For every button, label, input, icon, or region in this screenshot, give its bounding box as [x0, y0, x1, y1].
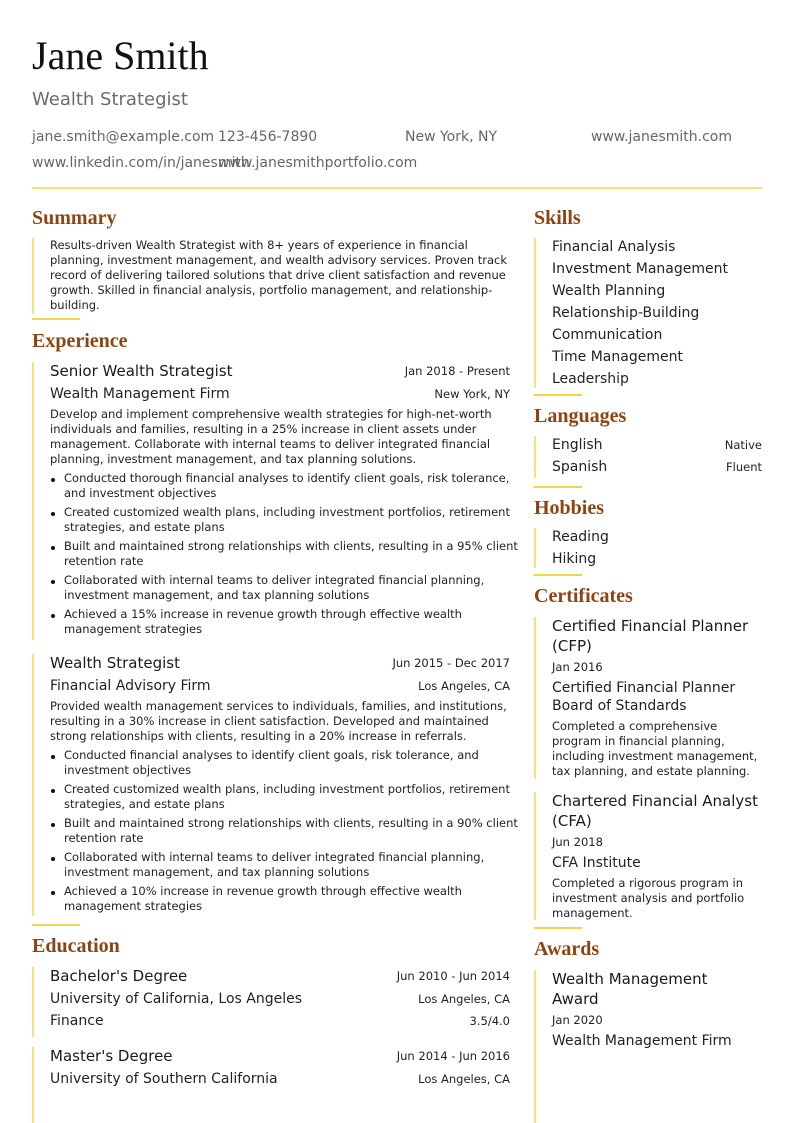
certificate-desc: investment analysis and portfolio	[552, 891, 745, 905]
certificates-divider	[534, 927, 582, 929]
job-bullet: Conducted thorough financial analyses to identify client goals, risk tolerance,	[64, 471, 510, 485]
skills-divider	[534, 394, 582, 396]
bullet-dot	[51, 857, 55, 861]
bullet-dot	[51, 546, 55, 550]
edu-location: Los Angeles, CA	[418, 992, 510, 1006]
summary-line: Results-driven Wealth Strategist with 8+ years of experience in financial	[50, 238, 468, 252]
certificate-issuer: CFA Institute	[552, 855, 641, 871]
experience-heading: Experience	[32, 330, 128, 352]
skill-item: Financial Analysis	[552, 239, 676, 255]
candidate-name: Jane Smith	[32, 33, 209, 78]
contact-website[interactable]: www.janesmith.com	[591, 129, 733, 145]
experience-divider	[32, 924, 80, 926]
hobbies-accent-bar	[534, 528, 536, 568]
summary-line: growth. Skilled in financial analysis, portfolio management, and relationship-	[50, 283, 493, 297]
edu-degree: Master's Degree	[50, 1047, 173, 1065]
edu-dates: Jun 2010 - Jun 2014	[396, 969, 510, 983]
skill-item: Wealth Planning	[552, 283, 666, 299]
job-bullet: Collaborated with internal teams to deliver integrated financial planning,	[64, 850, 485, 864]
edu-location: Los Angeles, CA	[418, 1072, 510, 1086]
certificate-accent-bar	[534, 792, 536, 920]
job-bullet: Created customized wealth plans, including investment portfolios, retirement	[64, 505, 510, 519]
award-date: Jan 2020	[552, 1013, 603, 1027]
certificate-issuer: Certified Financial Planner	[552, 680, 736, 696]
awards-accent-bar	[534, 970, 536, 1123]
bullet-dot	[51, 755, 55, 759]
summary-divider	[32, 318, 80, 320]
job-bullet: investment management, and tax planning solutions	[64, 588, 370, 602]
summary-line: building.	[50, 298, 100, 312]
bullet-dot	[51, 478, 55, 482]
edu-school: University of Southern California	[50, 1071, 278, 1087]
job-bullet: Built and maintained strong relationships with clients, resulting in a 95% client	[64, 539, 518, 553]
job-location: New York, NY	[434, 387, 510, 401]
award-issuer: Wealth Management Firm	[552, 1033, 732, 1049]
hobby-item: Hiking	[552, 551, 597, 567]
languages-accent-bar	[534, 436, 536, 478]
skills-heading: Skills	[534, 207, 581, 229]
job-location: Los Angeles, CA	[418, 679, 510, 693]
job-desc-line: management. Collaborate with internal teams to deliver integrated financial	[50, 437, 491, 451]
job-bullet: investment management, and tax planning solutions	[64, 865, 370, 879]
summary-accent-bar	[32, 238, 34, 314]
contact-portfolio[interactable]: www.janesmithportfolio.com	[218, 155, 418, 171]
certificate-issuer: Board of Standards	[552, 698, 687, 714]
candidate-title: Wealth Strategist	[32, 89, 188, 110]
job-desc-line: individuals and families, resulting in a 25% increase in client assets under	[50, 422, 477, 436]
edu-degree: Bachelor's Degree	[50, 967, 188, 985]
languages-heading: Languages	[534, 405, 627, 427]
job-desc-line: strong relationships with clients, resulting in a 20% increase in referrals.	[50, 729, 467, 743]
certificates-heading: Certificates	[534, 585, 633, 607]
job-desc-line: resulting in a 30% increase in client satisfaction. Developed and maintained	[50, 714, 489, 728]
job-bullet: Achieved a 10% increase in revenue growth through effective wealth	[64, 884, 462, 898]
certificate-desc: Completed a rigorous program in	[552, 876, 744, 890]
header-divider	[32, 187, 762, 189]
language-level: Native	[724, 438, 762, 452]
skill-item: Investment Management	[552, 261, 728, 277]
award-title: Wealth Management	[552, 970, 708, 988]
job-role: Wealth Strategist	[50, 654, 180, 672]
bullet-dot	[51, 614, 55, 618]
skill-item: Communication	[552, 327, 663, 343]
job-accent-bar	[32, 654, 34, 916]
edu-dates: Jun 2014 - Jun 2016	[396, 1049, 510, 1063]
job-bullet: retention rate	[64, 554, 144, 568]
awards-heading: Awards	[534, 938, 600, 960]
certificate-desc: tax planning, and estate planning.	[552, 764, 750, 778]
hobby-item: Reading	[552, 529, 609, 545]
language-name: English	[552, 437, 603, 453]
certificate-title: Certified Financial Planner	[552, 617, 749, 635]
contact-phone[interactable]: 123-456-7890	[218, 129, 318, 145]
skill-item: Leadership	[552, 371, 629, 387]
hobbies-heading: Hobbies	[534, 497, 605, 519]
job-bullet: management strategies	[64, 622, 203, 636]
skill-item: Relationship-Building	[552, 305, 700, 321]
certificate-title: (CFA)	[552, 812, 592, 830]
job-dates: Jun 2015 - Dec 2017	[392, 656, 510, 670]
language-name: Spanish	[552, 459, 608, 475]
bullet-dot	[51, 789, 55, 793]
job-bullet: Created customized wealth plans, including investment portfolios, retirement	[64, 782, 510, 796]
job-bullet: Collaborated with internal teams to deliver integrated financial planning,	[64, 573, 485, 587]
edu-field: Finance	[50, 1013, 104, 1029]
job-bullet: management strategies	[64, 899, 203, 913]
job-company: Financial Advisory Firm	[50, 678, 211, 694]
job-role: Senior Wealth Strategist	[50, 362, 233, 380]
hobbies-divider	[534, 574, 582, 576]
skills-accent-bar	[534, 238, 536, 388]
job-bullet: Built and maintained strong relationships with clients, resulting in a 90% client	[64, 816, 518, 830]
education-accent-bar	[32, 967, 34, 1037]
bullet-dot	[51, 823, 55, 827]
edu-gpa: 3.5/4.0	[469, 1014, 510, 1028]
summary-line: planning, investment management, and wealth advisory services. Proven track	[50, 253, 508, 267]
award-title: Award	[552, 990, 599, 1008]
job-bullet: retention rate	[64, 831, 144, 845]
job-bullet: strategies, and estate plans	[64, 797, 225, 811]
contact-email[interactable]: jane.smith@example.com	[32, 129, 215, 145]
languages-divider	[534, 486, 582, 488]
certificate-desc: including investment management,	[552, 749, 758, 763]
certificate-desc: program in financial planning,	[552, 734, 725, 748]
summary-heading: Summary	[32, 207, 117, 229]
job-bullet: investment objectives	[64, 763, 192, 777]
bullet-dot	[51, 512, 55, 516]
certificate-desc: management.	[552, 906, 633, 920]
contact-linkedin[interactable]: www.linkedin.com/in/janesmith	[32, 155, 250, 171]
language-level: Fluent	[726, 460, 762, 474]
contact-location: New York, NY	[405, 129, 498, 145]
certificate-title: (CFP)	[552, 637, 592, 655]
job-dates: Jan 2018 - Present	[404, 364, 510, 378]
certificate-accent-bar	[534, 617, 536, 779]
skill-item: Time Management	[552, 349, 683, 365]
job-desc-line: Provided wealth management services to individuals, families, and institutions,	[50, 699, 507, 713]
job-desc-line: Develop and implement comprehensive wealth strategies for high-net-worth	[50, 407, 492, 421]
job-bullet: Achieved a 15% increase in revenue growth through effective wealth	[64, 607, 462, 621]
job-bullet: and investment objectives	[64, 486, 217, 500]
certificate-date: Jan 2016	[552, 660, 603, 674]
job-bullet: Conducted financial analyses to identify client goals, risk tolerance, and	[64, 748, 479, 762]
education-heading: Education	[32, 935, 120, 957]
certificate-date: Jun 2018	[552, 835, 603, 849]
job-accent-bar	[32, 362, 34, 640]
job-bullet: strategies, and estate plans	[64, 520, 225, 534]
certificate-desc: Completed a comprehensive	[552, 719, 718, 733]
certificate-title: Chartered Financial Analyst	[552, 792, 758, 810]
bullet-dot	[51, 580, 55, 584]
education-accent-bar	[32, 1047, 34, 1123]
bullet-dot	[51, 891, 55, 895]
job-desc-line: planning, investment management, and tax planning solutions.	[50, 452, 417, 466]
summary-line: record of delivering tailored solutions that drive client satisfaction and revenue	[50, 268, 506, 282]
job-company: Wealth Management Firm	[50, 386, 230, 402]
edu-school: University of California, Los Angeles	[50, 991, 303, 1007]
